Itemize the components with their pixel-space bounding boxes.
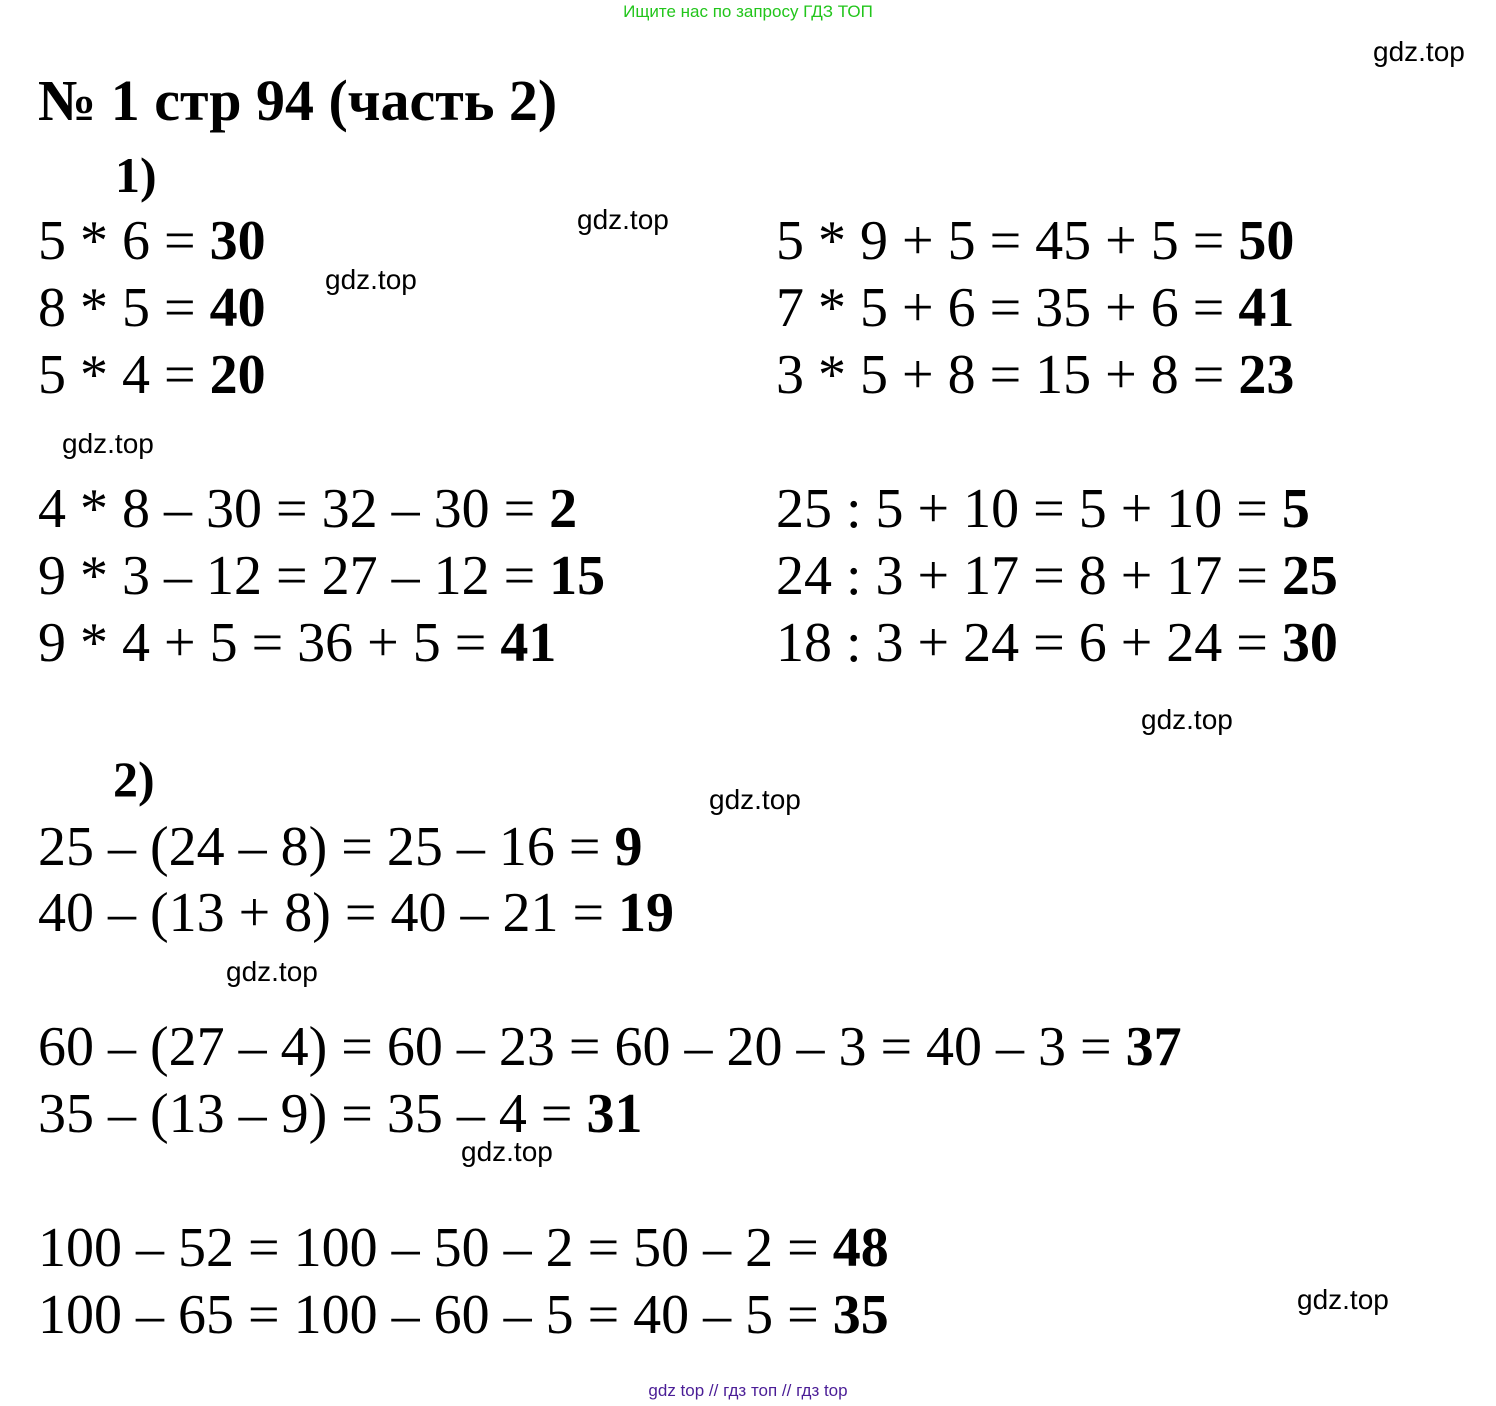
watermark: gdz.top bbox=[62, 428, 154, 459]
answer: 5 bbox=[1281, 478, 1310, 540]
answer: 40 bbox=[209, 277, 266, 339]
watermark: gdz.top bbox=[709, 784, 801, 815]
equation: 5 * 4 = 20 bbox=[38, 344, 266, 406]
answer: 19 bbox=[618, 882, 675, 944]
answer: 37 bbox=[1125, 1016, 1182, 1078]
equation: 25 : 5 + 10 = 5 + 10 = 5 bbox=[776, 478, 1310, 540]
page-title: № 1 стр 94 (часть 2) bbox=[38, 68, 558, 133]
watermark: gdz.top bbox=[226, 956, 318, 987]
top-banner: Ищите нас по запросу ГДЗ ТОП bbox=[623, 2, 873, 21]
equation: 35 – (13 – 9) = 35 – 4 = 31 bbox=[38, 1083, 643, 1145]
answer: 30 bbox=[209, 210, 266, 272]
equation: 7 * 5 + 6 = 35 + 6 = 41 bbox=[776, 277, 1295, 339]
answer: 9 bbox=[614, 816, 643, 878]
equation: 9 * 4 + 5 = 36 + 5 = 41 bbox=[38, 612, 557, 674]
equation: 4 * 8 – 30 = 32 – 30 = 2 bbox=[38, 478, 578, 540]
answer: 48 bbox=[832, 1217, 889, 1279]
equation: 24 : 3 + 17 = 8 + 17 = 25 bbox=[776, 545, 1338, 607]
equation: 3 * 5 + 8 = 15 + 8 = 23 bbox=[776, 344, 1295, 406]
answer: 25 bbox=[1281, 545, 1338, 607]
answer: 2 bbox=[549, 478, 578, 540]
answer: 41 bbox=[1238, 277, 1295, 339]
watermark: gdz.top bbox=[577, 204, 669, 235]
equation: 100 – 52 = 100 – 50 – 2 = 50 – 2 = 48 bbox=[38, 1217, 889, 1279]
watermark: gdz.top bbox=[1373, 36, 1465, 67]
equation: 9 * 3 – 12 = 27 – 12 = 15 bbox=[38, 545, 606, 607]
answer: 35 bbox=[832, 1284, 889, 1346]
equation: 18 : 3 + 24 = 6 + 24 = 30 bbox=[776, 612, 1338, 674]
equation: 100 – 65 = 100 – 60 – 5 = 40 – 5 = 35 bbox=[38, 1284, 889, 1346]
equation: 5 * 9 + 5 = 45 + 5 = 50 bbox=[776, 210, 1295, 272]
answer: 30 bbox=[1281, 612, 1338, 674]
equation: 25 – (24 – 8) = 25 – 16 = 9 bbox=[38, 816, 643, 878]
answer: 41 bbox=[500, 612, 557, 674]
watermark: gdz.top bbox=[1141, 704, 1233, 735]
answer: 50 bbox=[1238, 210, 1295, 272]
footer: gdz top // гдз топ // гдз top bbox=[648, 1381, 848, 1400]
answer: 23 bbox=[1238, 344, 1295, 406]
equation: 60 – (27 – 4) = 60 – 23 = 60 – 20 – 3 = 40 – 3 = 37 bbox=[38, 1016, 1182, 1078]
watermark: gdz.top bbox=[1297, 1284, 1389, 1315]
watermark: gdz.top bbox=[325, 264, 417, 295]
answer: 15 bbox=[549, 545, 606, 607]
equation: 5 * 6 = 30 bbox=[38, 210, 266, 272]
answer: 31 bbox=[586, 1083, 643, 1145]
equation: 40 – (13 + 8) = 40 – 21 = 19 bbox=[38, 882, 675, 944]
equation: 8 * 5 = 40 bbox=[38, 277, 266, 339]
answer: 20 bbox=[209, 344, 266, 406]
watermark: gdz.top bbox=[461, 1136, 553, 1167]
part-2-label: 2) bbox=[113, 751, 155, 807]
part-1-label: 1) bbox=[115, 147, 157, 203]
